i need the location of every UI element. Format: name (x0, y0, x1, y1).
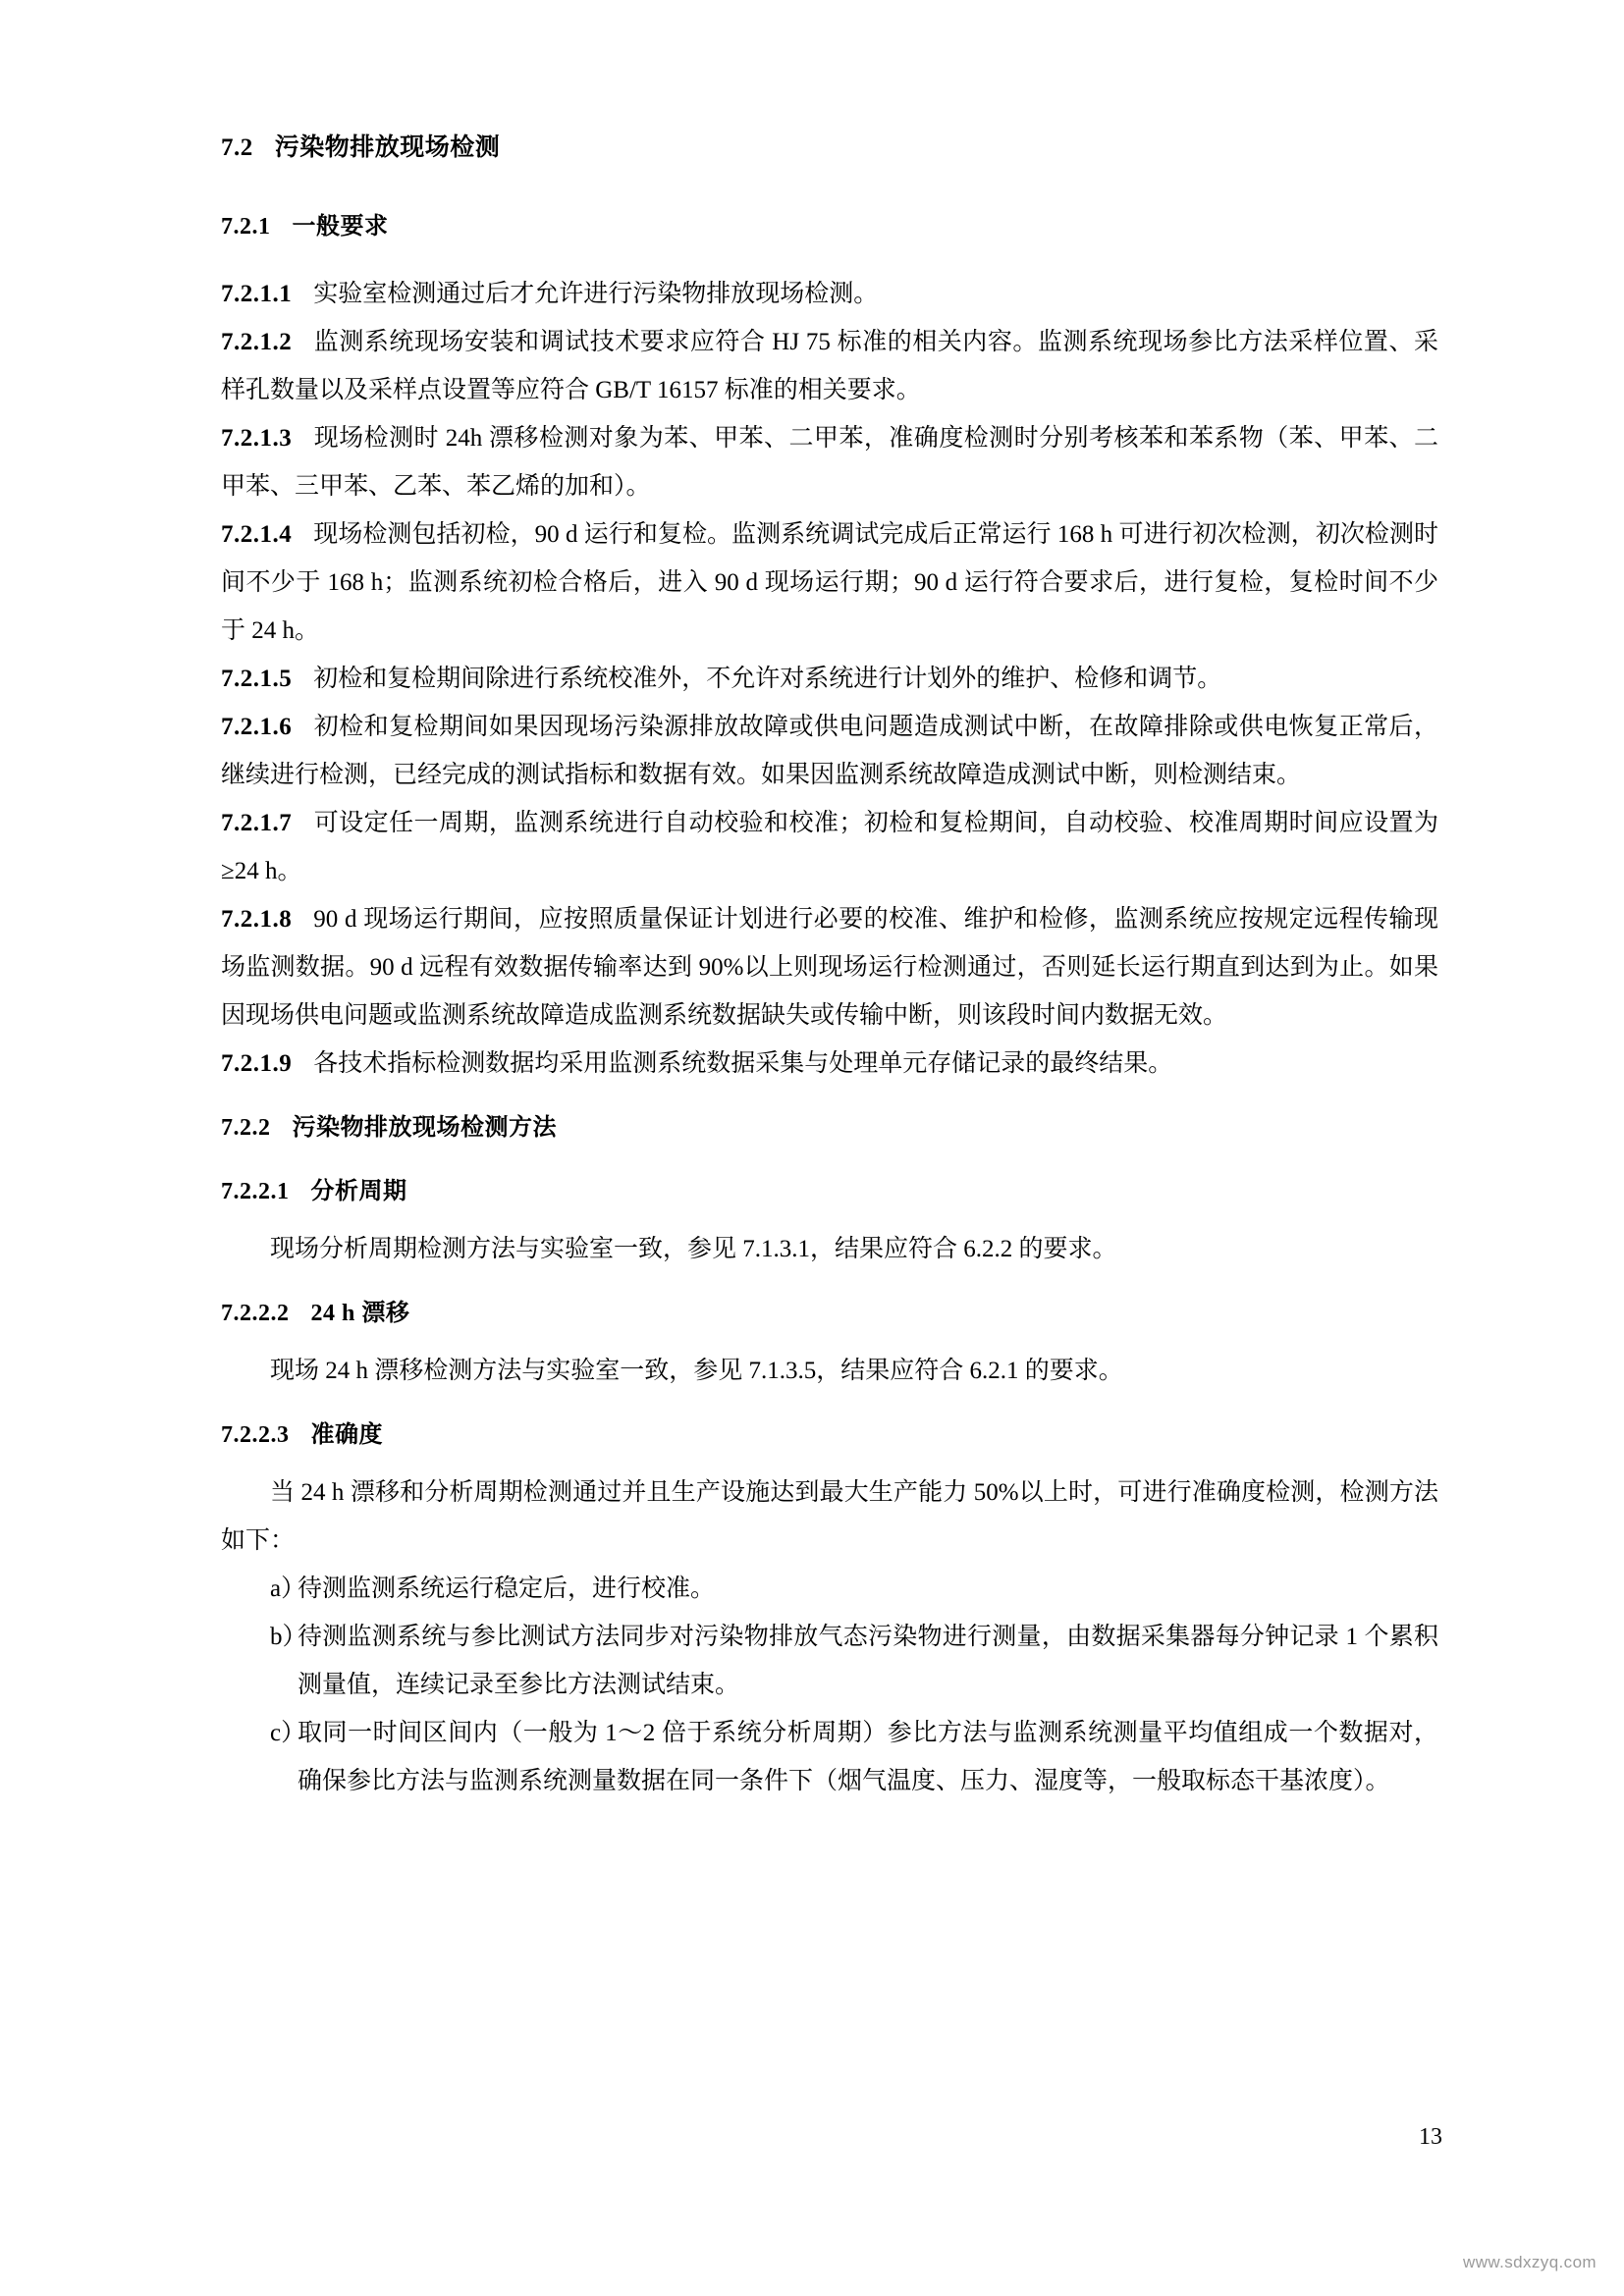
paragraph-7-2-1-6 (221, 703, 1438, 799)
list-marker: a） (270, 1575, 306, 1602)
section-heading-7-2-2 (221, 1107, 1438, 1142)
section-title: 一般要求 (292, 214, 389, 240)
paragraph-text: 初检和复检期间如果因现场污染源排放故障或供电问题造成测试中断，在故障排除或供电恢复正常后，继续进行检测，已经完成的测试指标和数据有效。如果因监测系统故障造成测试中断，则检测结束。 (221, 714, 1438, 788)
paragraph-number: 7.2.1.2 (221, 329, 293, 355)
paragraph-text: 实验室检测通过后才允许进行污染物排放现场检测。 (313, 281, 879, 307)
page-content (221, 128, 1438, 1805)
paragraph-number: 7.2.1.9 (221, 1050, 293, 1077)
paragraph-7-2-1-3 (221, 414, 1438, 510)
paragraph-text: 可设定任一周期，监测系统进行自动校验和校准；初检和复检期间，自动校验、校准周期时间应设置为≥24 h。 (221, 810, 1438, 884)
list-text: 取同一时间区间内（一般为 1～2 倍于系统分析周期）参比方法与监测系统测量平均值组成一个数据对，确保参比方法与监测系统测量数据在同一条件下（烟气温度、压力、湿度等，一般取标态干基浓度）。 (298, 1720, 1438, 1794)
list-item (221, 1709, 1438, 1805)
accuracy-method-list (221, 1565, 1438, 1805)
section-title: 分析周期 (310, 1179, 407, 1204)
paragraph-7-2-1-9 (221, 1040, 1438, 1088)
section-heading-7-2-1 (221, 206, 1438, 240)
section-number: 7.2 (221, 134, 253, 161)
paragraph-7-2-1-1 (221, 270, 1438, 318)
paragraph-text: 90 d 现场运行期间，应按照质量保证计划进行必要的校准、维护和检修，监测系统应按规定远程传输现场监测数据。90 d 远程有效数据传输率达到 90%以上则现场运行检测通过，否则延长运行期直到达到为止。如果因现场供电问题或监测系统故障造成监测系统数据缺失或传输中断，则该段时间内数据无效。 (221, 906, 1438, 1029)
paragraph-number: 7.2.1.3 (221, 425, 293, 452)
paragraph-analysis-cycle: 现场分析周期检测方法与实验室一致，参见 7.1.3.1，结果应符合 6.2.2 的要求。 (270, 1236, 1117, 1262)
page-number: 13 (1419, 2124, 1442, 2150)
list-text: 待测监测系统与参比测试方法同步对污染物排放气态污染物进行测量，由数据采集器每分钟记录 1 个累积测量值，连续记录至参比方法测试结束。 (298, 1624, 1438, 1698)
section-number: 7.2.2.1 (221, 1179, 290, 1204)
section-title: 污染物排放现场检测 (274, 134, 501, 161)
paragraph-accuracy-intro: 当 24 h 漂移和分析周期检测通过并且生产设施达到最大生产能力 50%以上时，可进行准确度检测，检测方法如下： (221, 1479, 1438, 1554)
paragraph-number: 7.2.1.4 (221, 521, 293, 548)
paragraph-7-2-1-8 (221, 895, 1438, 1040)
section-number: 7.2.2 (221, 1115, 271, 1141)
paragraph-text: 现场检测时 24h 漂移检测对象为苯、甲苯、二甲苯，准确度检测时分别考核苯和苯系物（苯、甲苯、二甲苯、三甲苯、乙苯、苯乙烯的加和）。 (221, 425, 1438, 500)
section-title: 污染物排放现场检测方法 (292, 1115, 557, 1141)
paragraph-text: 初检和复检期间除进行系统校准外，不允许对系统进行计划外的维护、检修和调节。 (313, 666, 1222, 692)
paragraph-drift-24h: 现场 24 h 漂移检测方法与实验室一致，参见 7.1.3.5，结果应符合 6.2.1 的要求。 (270, 1358, 1123, 1384)
paragraph-text: 监测系统现场安装和调试技术要求应符合 HJ 75 标准的相关内容。监测系统现场参比方法采样位置、采样孔数量以及采样点设置等应符合 GB/T 16157 标准的相关要求。 (221, 329, 1438, 403)
section-heading-7-2-2-3 (221, 1415, 1438, 1449)
paragraph-7-2-1-5 (221, 655, 1438, 703)
section-title: 24 h 漂移 (310, 1301, 410, 1326)
section-heading-7-2 (221, 128, 1438, 163)
list-marker: c） (270, 1720, 306, 1746)
list-item (221, 1565, 1438, 1613)
paragraph-number: 7.2.1.8 (221, 906, 293, 933)
section-number: 7.2.2.3 (221, 1422, 290, 1448)
paragraph-text: 各技术指标检测数据均采用监测系统数据采集与处理单元存储记录的最终结果。 (313, 1050, 1173, 1077)
paragraph-number: 7.2.1.5 (221, 666, 293, 692)
section-number: 7.2.2.2 (221, 1301, 290, 1326)
paragraph-7-2-1-2 (221, 318, 1438, 414)
paragraph-7-2-1-4 (221, 510, 1438, 655)
section-number: 7.2.1 (221, 214, 271, 240)
section-heading-7-2-2-2 (221, 1293, 1438, 1327)
list-marker: b） (270, 1624, 307, 1650)
watermark: www.sdxzyq.com (1463, 2253, 1597, 2271)
list-item (221, 1613, 1438, 1709)
paragraph-text: 现场检测包括初检，90 d 运行和复检。监测系统调试完成后正常运行 168 h 可进行初次检测，初次检测时间不少于 168 h；监测系统初检合格后，进入 90 d 现场运行期；90 d 运行符合要求后，进行复检，复检时间不少于 24 h。 (221, 521, 1438, 644)
section-title: 准确度 (310, 1422, 383, 1448)
paragraph-number: 7.2.1.6 (221, 714, 293, 740)
paragraph-number: 7.2.1.1 (221, 281, 293, 307)
paragraph-7-2-1-7 (221, 799, 1438, 895)
section-heading-7-2-2-1 (221, 1171, 1438, 1205)
paragraph-number: 7.2.1.7 (221, 810, 293, 836)
list-text: 待测监测系统运行稳定后，进行校准。 (298, 1575, 716, 1602)
